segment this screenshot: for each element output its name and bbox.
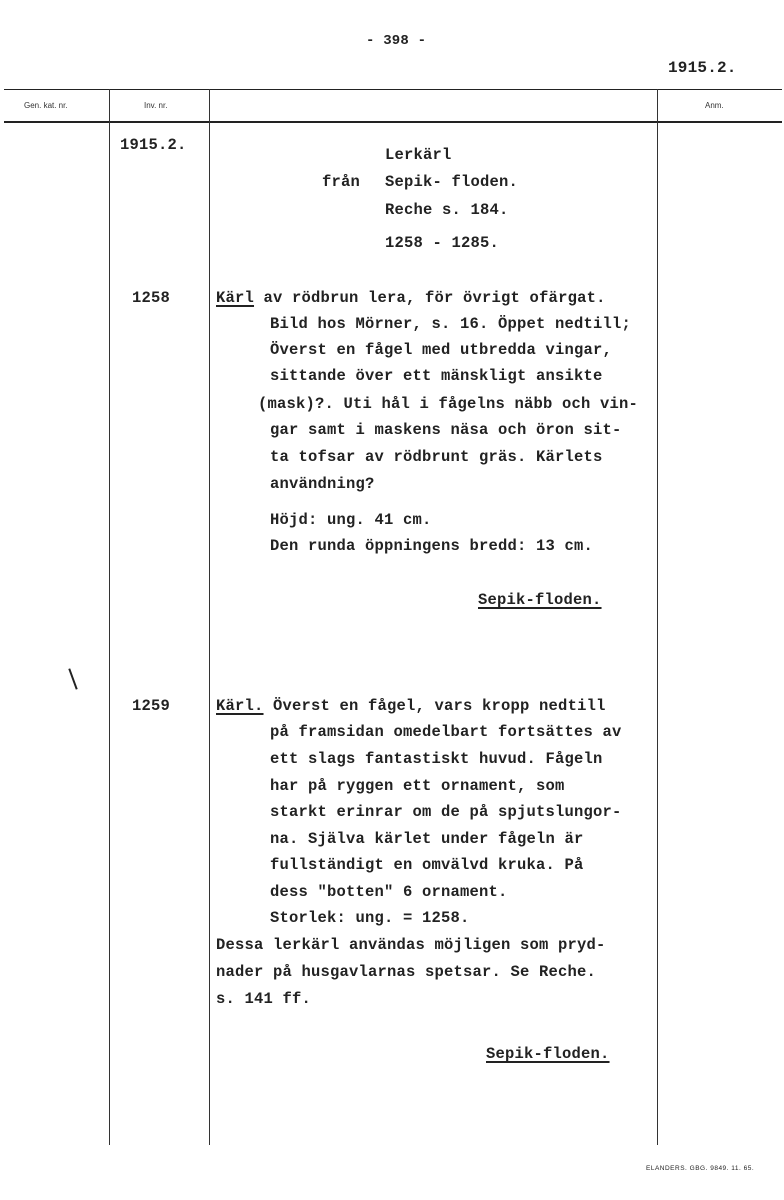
note-line-1: Dessa lerkärl användas möjligen som pryd-: [216, 936, 606, 954]
item-1258-lead: Kärl: [216, 289, 255, 307]
column-header-anm: Anm.: [705, 101, 724, 110]
item-1259-line-8: dess "botten" 6 ornament.: [270, 883, 508, 901]
column-header-inv-nr: Inv. nr.: [144, 101, 168, 110]
item-1258-locality: Sepik-floden.: [478, 591, 602, 609]
item-1259-line-7: fullständigt en omvälvd kruka. På: [270, 856, 584, 874]
printer-imprint: ELANDERS. GBG. 9849. 11. 65.: [646, 1165, 755, 1172]
item-1259-line-1-text: Överst en fågel, vars kropp nedtill: [263, 697, 606, 715]
note-line-3: s. 141 ff.: [216, 990, 312, 1008]
item-1258-line-1-text: av rödbrun lera, för övrigt ofärgat.: [254, 289, 606, 307]
item-1259-locality: Sepik-floden.: [486, 1045, 610, 1063]
column-header-gen-kat-nr: Gen. kat. nr.: [24, 101, 68, 110]
entry-reference: Reche s. 184.: [385, 201, 509, 219]
item-1259-lead: Kärl.: [216, 697, 264, 715]
item-1259-line-3: ett slags fantastiskt huvud. Fågeln: [270, 750, 603, 768]
entry-origin: Sepik- floden.: [385, 173, 519, 191]
inv-number-1258: 1258: [132, 289, 171, 307]
item-1258-line-6: gar samt i maskens näsa och öron sit-: [270, 421, 622, 439]
column-divider-desc-anm: [657, 89, 658, 1145]
catalog-reference: 1915.2.: [668, 59, 737, 77]
entry-title: Lerkärl: [385, 146, 452, 164]
page-number: - 398 -: [366, 33, 427, 49]
item-1258-opening-width: Den runda öppningens bredd: 13 cm.: [270, 537, 594, 555]
item-1259-line-6: na. Själva kärlet under fågeln är: [270, 830, 584, 848]
item-1258-line-2: Bild hos Mörner, s. 16. Öppet nedtill;: [270, 315, 632, 333]
entry-from-label: från: [322, 173, 361, 191]
item-1258-line-5: (mask)?. Uti hål i fågelns näbb och vin-: [258, 395, 639, 413]
item-1258-line-3: Överst en fågel med utbredda vingar,: [270, 341, 613, 359]
column-divider-gen-inv: [109, 89, 110, 1145]
entry-catalog-number: 1915.2.: [120, 136, 187, 154]
item-1258-line-8: användning?: [270, 475, 375, 493]
item-1259-line-1: [216, 697, 606, 715]
item-1259-line-4: har på ryggen ett ornament, som: [270, 777, 565, 795]
item-1258-line-1: [216, 289, 606, 307]
entry-range: 1258 - 1285.: [385, 234, 500, 252]
stray-pen-mark: [68, 668, 77, 689]
item-1259-size: Storlek: ung. = 1258.: [270, 909, 470, 927]
item-1258-line-4: sittande över ett mänskligt ansikte: [270, 367, 603, 385]
item-1259-line-2: på framsidan omedelbart fortsättes av: [270, 723, 622, 741]
header-bottom-rule: [4, 121, 782, 123]
item-1258-line-7: ta tofsar av rödbrunt gräs. Kärlets: [270, 448, 603, 466]
item-1259-line-5: starkt erinrar om de på spjutslungor-: [270, 803, 622, 821]
item-1258-height: Höjd: ung. 41 cm.: [270, 511, 432, 529]
note-line-2: nader på husgavlarnas spetsar. Se Reche.: [216, 963, 597, 981]
column-divider-inv-desc: [209, 89, 210, 1145]
header-top-rule: [4, 89, 782, 90]
inv-number-1259: 1259: [132, 697, 171, 715]
